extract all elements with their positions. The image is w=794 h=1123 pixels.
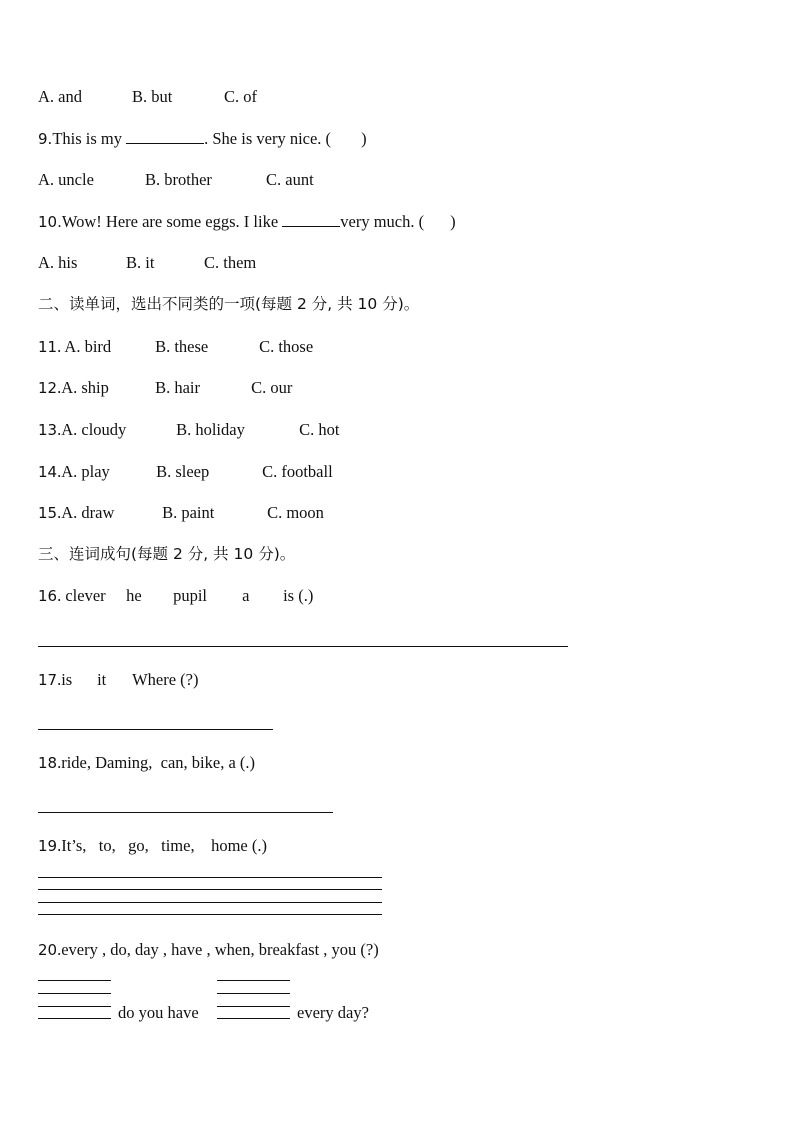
- q19-answer-line[interactable]: [38, 914, 382, 915]
- q15-option-b: B. paint: [162, 503, 215, 522]
- q11-number: 11: [38, 338, 58, 356]
- q17-answer-line[interactable]: [38, 729, 273, 730]
- q16-word: a: [242, 586, 250, 605]
- q12-option-c: C. our: [251, 378, 293, 397]
- q20-blank-1[interactable]: [38, 980, 111, 981]
- q10-text-after: very much. (: [340, 212, 425, 231]
- question-18: [38, 753, 255, 773]
- question-9: [38, 129, 367, 149]
- q9-answer-blank[interactable]: [126, 131, 204, 144]
- q13-option-b: B. holiday: [176, 420, 245, 439]
- q16-number: 16: [38, 587, 58, 605]
- q9-options: [38, 170, 314, 190]
- q20-blank-1[interactable]: [38, 1006, 111, 1007]
- q9-option-a: A. uncle: [38, 170, 94, 189]
- q20-end-text: every day?: [297, 1003, 369, 1022]
- q9-text-after: . She is very nice. (: [204, 129, 332, 148]
- q20-blank-2[interactable]: [217, 1006, 290, 1007]
- q9-number: 9.: [38, 130, 53, 148]
- q8-option-c: C. of: [224, 87, 257, 106]
- q14-option-b: B. sleep: [156, 462, 210, 481]
- q15-option-c: C. moon: [267, 503, 324, 522]
- question-16: [38, 586, 313, 606]
- q20-blank-2[interactable]: [217, 1018, 290, 1019]
- q9-text-before: This is my: [52, 129, 127, 148]
- q10-answer-blank[interactable]: [282, 214, 340, 227]
- q20-number: 20: [38, 941, 58, 959]
- q17-number: 17: [38, 671, 58, 689]
- q10-text-before: Wow! Here are some eggs. I like: [61, 212, 283, 231]
- q19-answer-line[interactable]: [38, 889, 382, 890]
- q8-option-b: B. but: [132, 87, 173, 106]
- q13-option-c: C. hot: [299, 420, 340, 439]
- q11-option-b: B. these: [155, 337, 209, 356]
- q20-middle-text: do you have: [118, 1003, 199, 1022]
- q10-options: [38, 253, 256, 273]
- q19-answer-line[interactable]: [38, 877, 382, 878]
- q19-words: .It’s, to, go, time, home (.): [57, 836, 267, 855]
- q16-word: pupil: [173, 586, 208, 605]
- q9-option-b: B. brother: [145, 170, 212, 189]
- q18-number: 18: [38, 754, 58, 772]
- q16-word: is (.): [283, 586, 314, 605]
- q12-option-b: B. hair: [155, 378, 201, 397]
- q20-blank-1[interactable]: [38, 1018, 111, 1019]
- question-20: [38, 940, 379, 960]
- q20-blank-2[interactable]: [217, 980, 290, 981]
- q10-option-a: A. his: [38, 253, 78, 272]
- q14-option-a: .A. play: [57, 462, 110, 481]
- q10-option-b: B. it: [126, 253, 155, 272]
- q14-option-c: C. football: [262, 462, 333, 481]
- q11-option-a: . A. bird: [57, 337, 112, 356]
- q10-option-c: C. them: [204, 253, 257, 272]
- q16-word: he: [126, 586, 142, 605]
- q20-blank-1[interactable]: [38, 993, 111, 994]
- q12-number: 12: [38, 379, 58, 397]
- q17-word: it: [97, 670, 107, 689]
- q14-number: 14: [38, 463, 58, 481]
- question-13: [38, 420, 339, 440]
- q12-option-a: .A. ship: [57, 378, 109, 397]
- section-3-heading: 三、连词成句(每题 2 分, 共 10 分)。: [38, 545, 296, 563]
- q16-answer-line[interactable]: [38, 646, 568, 647]
- q16-word: . clever: [57, 586, 106, 605]
- question-10: [38, 212, 456, 232]
- q20-blank-2[interactable]: [217, 993, 290, 994]
- q13-option-a: .A. cloudy: [57, 420, 127, 439]
- question-15: [38, 503, 324, 523]
- q15-option-a: .A. draw: [57, 503, 115, 522]
- q18-words: .ride, Daming, can, bike, a (.): [57, 753, 256, 772]
- question-12: [38, 378, 292, 398]
- q20-words: .every , do, day , have , when, breakfast , you (?): [57, 940, 379, 959]
- q13-number: 13: [38, 421, 58, 439]
- q10-number: 10.: [38, 213, 62, 231]
- question-11: [38, 337, 313, 357]
- q8-option-a: A. and: [38, 87, 82, 106]
- q19-number: 19: [38, 837, 58, 855]
- q9-option-c: C. aunt: [266, 170, 314, 189]
- section-2-heading: 二、读单词，选出不同类的一项(每题 2 分, 共 10 分)。: [38, 295, 420, 313]
- question-19: [38, 836, 267, 856]
- q18-answer-line[interactable]: [38, 812, 333, 813]
- q9-close: ): [361, 129, 367, 148]
- question-17: [38, 670, 199, 690]
- question-14: [38, 462, 333, 482]
- q17-word: Where (?): [132, 670, 199, 689]
- q11-option-c: C. those: [259, 337, 314, 356]
- q8-options: [38, 87, 257, 107]
- q15-number: 15: [38, 504, 58, 522]
- q17-word: .is: [57, 670, 73, 689]
- q19-answer-line[interactable]: [38, 902, 382, 903]
- q10-close: ): [450, 212, 456, 231]
